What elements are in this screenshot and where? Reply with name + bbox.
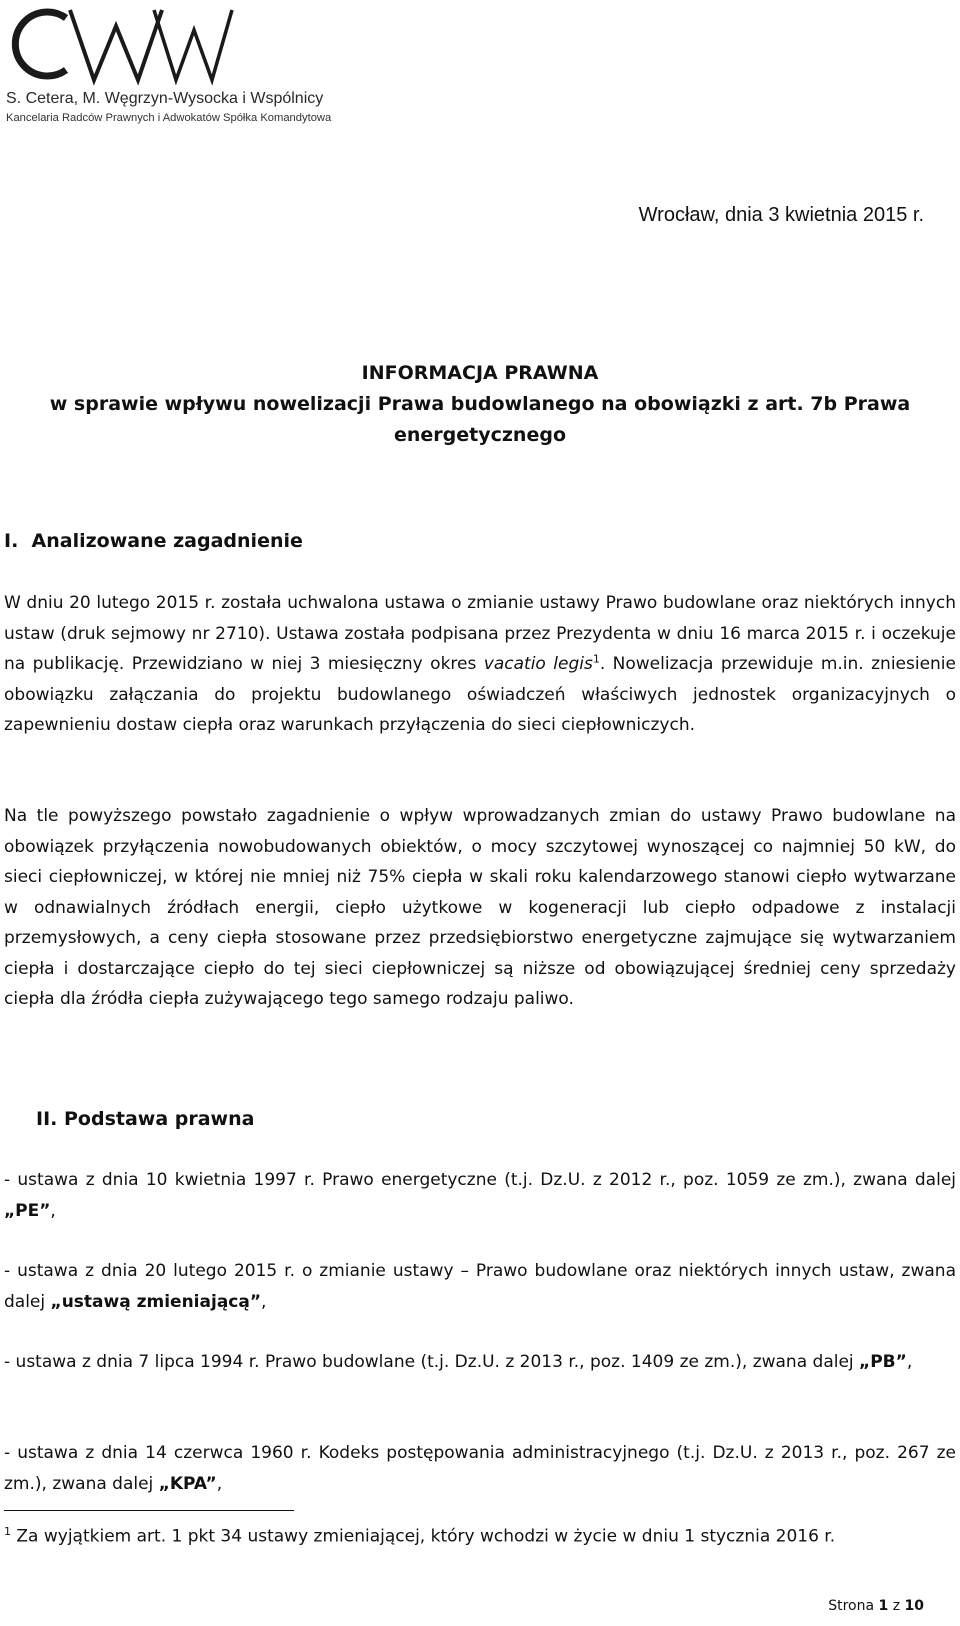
- legal-basis-item: - ustawa z dnia 14 czerwca 1960 r. Kodeks postępowania administracyjnego (t.j. Dz.U. z 2013 r., poz. 267 ze zm.), zwana dalej „KPA”,: [4, 1443, 956, 1494]
- section-2-heading: [36, 1108, 254, 1130]
- title-line-1: INFORMACJA PRAWNA: [361, 362, 599, 384]
- section-1-paragraph-1: W dniu 20 lutego 2015 r. została uchwalona ustawa o zmianie ustawy Prawo budowlane oraz niektórych innych ustaw (druk sejmowy nr 2710). Ustawa została podpisana przez Prezydenta w dniu 16 marca 2015 r. i oczekuje na publikację. Przewidziano w niej 3 miesięczny okres vacatio legis$^1$. Nowelizacja przewiduje m.in. zniesienie obowiązku załączania do projektu budowlanego oświadczeń właściwych jednostek organizacyjnych o zapewnieniu dostaw ciepła oraz warunkach przyłączenia do sieci ciepłowniczych.: [4, 593, 956, 735]
- title-line-3: energetycznego: [393, 424, 566, 446]
- footnote-reference[interactable]: 1: [592, 652, 600, 666]
- firm-name: S. Cetera, M. Węgrzyn-Wysocka i Wspólnicy: [6, 90, 324, 107]
- footnote-text: Za wyjątkiem art. 1 pkt 34 ustawy zmieniającej, który wchodzi w życie w dniu 1 stycznia 2016 r.: [11, 1526, 836, 1547]
- logo-monogram-icon: [4, 4, 234, 86]
- section-1-paragraph-2: Na tle powyższego powstało zagadnienie o wpływ wprowadzanych zmian do ustawy Prawo budowlane na obowiązek przyłączenia nowobudowanych obiektów, o mocy szczytowej wynoszącej co najmniej 50 kW, do sieci ciepłowniczej, w której nie mniej niż 75% ciepła w skali roku kalendarzowego stanowi ciepło wytwarzane w odnawialnych źródłach energii, ciepło użytkowe w kogeneracji lub ciepło odpadowe z instalacji przemysłowych, a ceny ciepła stosowane przez przedsiębiorstwo energetyczne zajmujące się wytwarzaniem ciepła i dostarczające ciepło do tej sieci ciepłowniczej są niższe od obowiązującej średniej ceny sprzedaży ciepła dla źródła ciepła zużywającego tego samego rodzaju paliwo.: [4, 806, 956, 1009]
- legal-basis-item: - ustawa z dnia 20 lutego 2015 r. o zmianie ustawy – Prawo budowlane oraz niektórych innych ustaw, zwana dalej „ustawą zmieniającą”,: [4, 1261, 956, 1312]
- footnote: [4, 1525, 835, 1547]
- vacatio-legis-term: vacatio legis: [483, 654, 593, 674]
- page-number: Strona 1 z 10: [828, 1598, 924, 1614]
- document-title: [0, 358, 960, 451]
- defined-term: „PE”: [4, 1200, 51, 1221]
- legal-basis-item: - ustawa z dnia 10 kwietnia 1997 r. Prawo energetyczne (t.j. Dz.U. z 2012 r., poz. 1059 ze zm.), zwana dalej „PE”,: [4, 1170, 956, 1221]
- title-line-2: w sprawie wpływu nowelizacji Prawa budowlanego na obowiązki z art. 7b Prawa: [49, 393, 911, 415]
- firm-logo: [4, 4, 334, 124]
- footnote-marker: 1: [4, 1525, 11, 1538]
- section-1-number: I.: [4, 530, 19, 552]
- section-1-heading: [4, 530, 303, 552]
- current-page: 1: [878, 1598, 889, 1614]
- defined-term: „ustawą zmieniającą”: [50, 1291, 262, 1312]
- section-1-title: Analizowane zagadnienie: [31, 530, 303, 552]
- total-pages: 10: [904, 1598, 924, 1614]
- footnote-separator: [4, 1510, 294, 1511]
- section-2-number: II.: [36, 1108, 58, 1130]
- date-line: Wrocław, dnia 3 kwietnia 2015 r.: [638, 204, 924, 226]
- defined-term: „KPA”: [158, 1473, 217, 1494]
- defined-term: „PB”: [859, 1352, 907, 1372]
- legal-basis-item: - ustawa z dnia 7 lipca 1994 r. Prawo budowlane (t.j. Dz.U. z 2013 r., poz. 1409 ze zm.), zwana dalej „PB”,: [4, 1352, 913, 1372]
- section-2-title: Podstawa prawna: [63, 1108, 255, 1130]
- firm-subtitle: Kancelaria Radców Prawnych i Adwokatów Spółka Komandytowa: [6, 112, 332, 124]
